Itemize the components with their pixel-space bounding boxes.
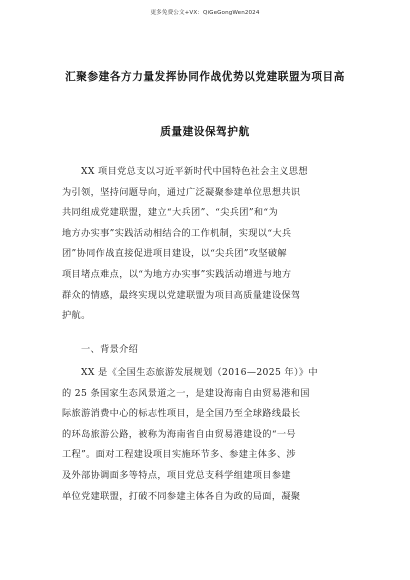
paragraph-line: 工程”。面对工程建设项目实施环节多、参建主体多、涉: [62, 449, 296, 461]
paragraph-line: XX 项目党总支以习近平新时代中国特色社会主义思想: [81, 166, 308, 177]
paragraph-line: 的环岛旅游公路，被称为海南省自由贸易港建设的“一号: [62, 428, 296, 440]
paragraph-line: 的 25 条国家生态风景道之一，是建设海南自由贸易港和国: [62, 387, 310, 399]
paragraph-line: 共同组成党建联盟，建立“大兵团”、“尖兵团”和“为: [62, 207, 278, 219]
document-title-line-1: 汇聚参建各方力量发挥协同作战优势以党建联盟为项目高: [65, 71, 345, 83]
paragraph-line: 为引领，坚持问题导向，通过广泛凝聚参建单位思想共识: [62, 186, 301, 198]
paragraph-line: 地方办实事”实践活动相结合的工作机制，实现以“大兵: [62, 227, 292, 239]
paragraph-line: 项目堵点难点，以“为地方办实事”实践活动增进与地方: [62, 268, 292, 280]
paragraph-background: [62, 363, 352, 507]
header-note: 更多免费公文+VX：QiGeGongWen2024: [150, 10, 260, 16]
section-heading-background: 一、背景介绍: [81, 344, 139, 355]
paragraph-line: 际旅游消费中心的标志性项目，是全国乃至全球路线最长: [62, 408, 301, 420]
document-title-line-2: 质量建设保驾护航: [160, 126, 250, 138]
paragraph-line: XX 是《全国生态旅游发展规划（2016—2025 年）》中: [81, 367, 318, 378]
paragraph-intro: [62, 162, 352, 327]
paragraph-line: 及外部协调面多等特点，项目党总支科学组建项目参建: [62, 469, 291, 481]
paragraph-line: 团”协同作战直接促进项目建设，以“尖兵团”攻坚破解: [62, 248, 287, 260]
paragraph-line: 群众的情感，最终实现以党建联盟为项目高质量建设保驾: [62, 289, 301, 301]
paragraph-line: 单位党建联盟，打破不同参建主体各自为政的局面，凝聚: [62, 490, 301, 502]
paragraph-line: 护航。: [62, 310, 91, 322]
